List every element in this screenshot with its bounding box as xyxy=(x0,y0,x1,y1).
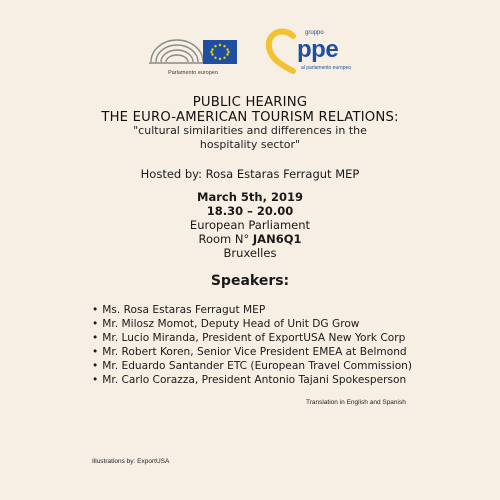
page-subtitle: "cultural similarities and differences in the hospitality sector" xyxy=(133,124,367,151)
eu-flag xyxy=(203,40,237,64)
room-prefix: Room N° xyxy=(198,232,250,246)
event-room xyxy=(0,232,500,246)
illustrations-credit: Illustrations by: ExportUSA xyxy=(92,458,170,465)
page-title-line1: PUBLIC HEARING xyxy=(192,95,308,110)
speaker-item: • Mr. Carlo Corazza, President Antonio Tajani Spokesperson xyxy=(92,373,412,387)
speakers-heading: Speakers: xyxy=(210,273,290,289)
logo-bar xyxy=(0,28,500,78)
speaker-item: • Mr. Eduardo Santander ETC (European Travel Commission) xyxy=(92,359,412,373)
event-time: 18.30 – 20.00 xyxy=(206,204,294,218)
speaker-item: • Mr. Milosz Momot, Deputy Head of Unit DG Grow xyxy=(92,317,412,331)
ppe-subtitle: al parlamento europeo xyxy=(301,65,352,71)
translation-note: Translation in English and Spanish xyxy=(306,399,406,406)
event-info xyxy=(0,190,500,260)
european-parliament-logo xyxy=(147,28,239,78)
room-code: JAN6Q1 xyxy=(252,232,302,246)
speaker-item: • Mr. Lucio Miranda, President of ExportUSA New York Corp xyxy=(92,331,412,345)
ppe-gruppo: gruppo xyxy=(305,30,324,36)
page-title-line2: THE EURO-AMERICAN TOURISM RELATIONS: xyxy=(101,110,399,125)
event-venue: European Parliament xyxy=(189,218,311,232)
speakers-list xyxy=(92,303,412,387)
ep-caption: Parlamento europeo xyxy=(168,70,218,76)
hosted-by: Hosted by: Rosa Estaras Ferragut MEP xyxy=(140,167,360,181)
event-date: March 5th, 2019 xyxy=(197,190,303,204)
event-city: Bruxelles xyxy=(223,246,277,260)
hemicycle-icon xyxy=(147,28,239,70)
ppe-logo xyxy=(263,28,353,78)
speaker-item: • Ms. Rosa Estaras Ferragut MEP xyxy=(92,303,412,317)
speaker-item: • Mr. Robert Koren, Senior Vice President EMEA at Belmond xyxy=(92,345,412,359)
ppe-wordmark: ppe xyxy=(297,36,339,63)
